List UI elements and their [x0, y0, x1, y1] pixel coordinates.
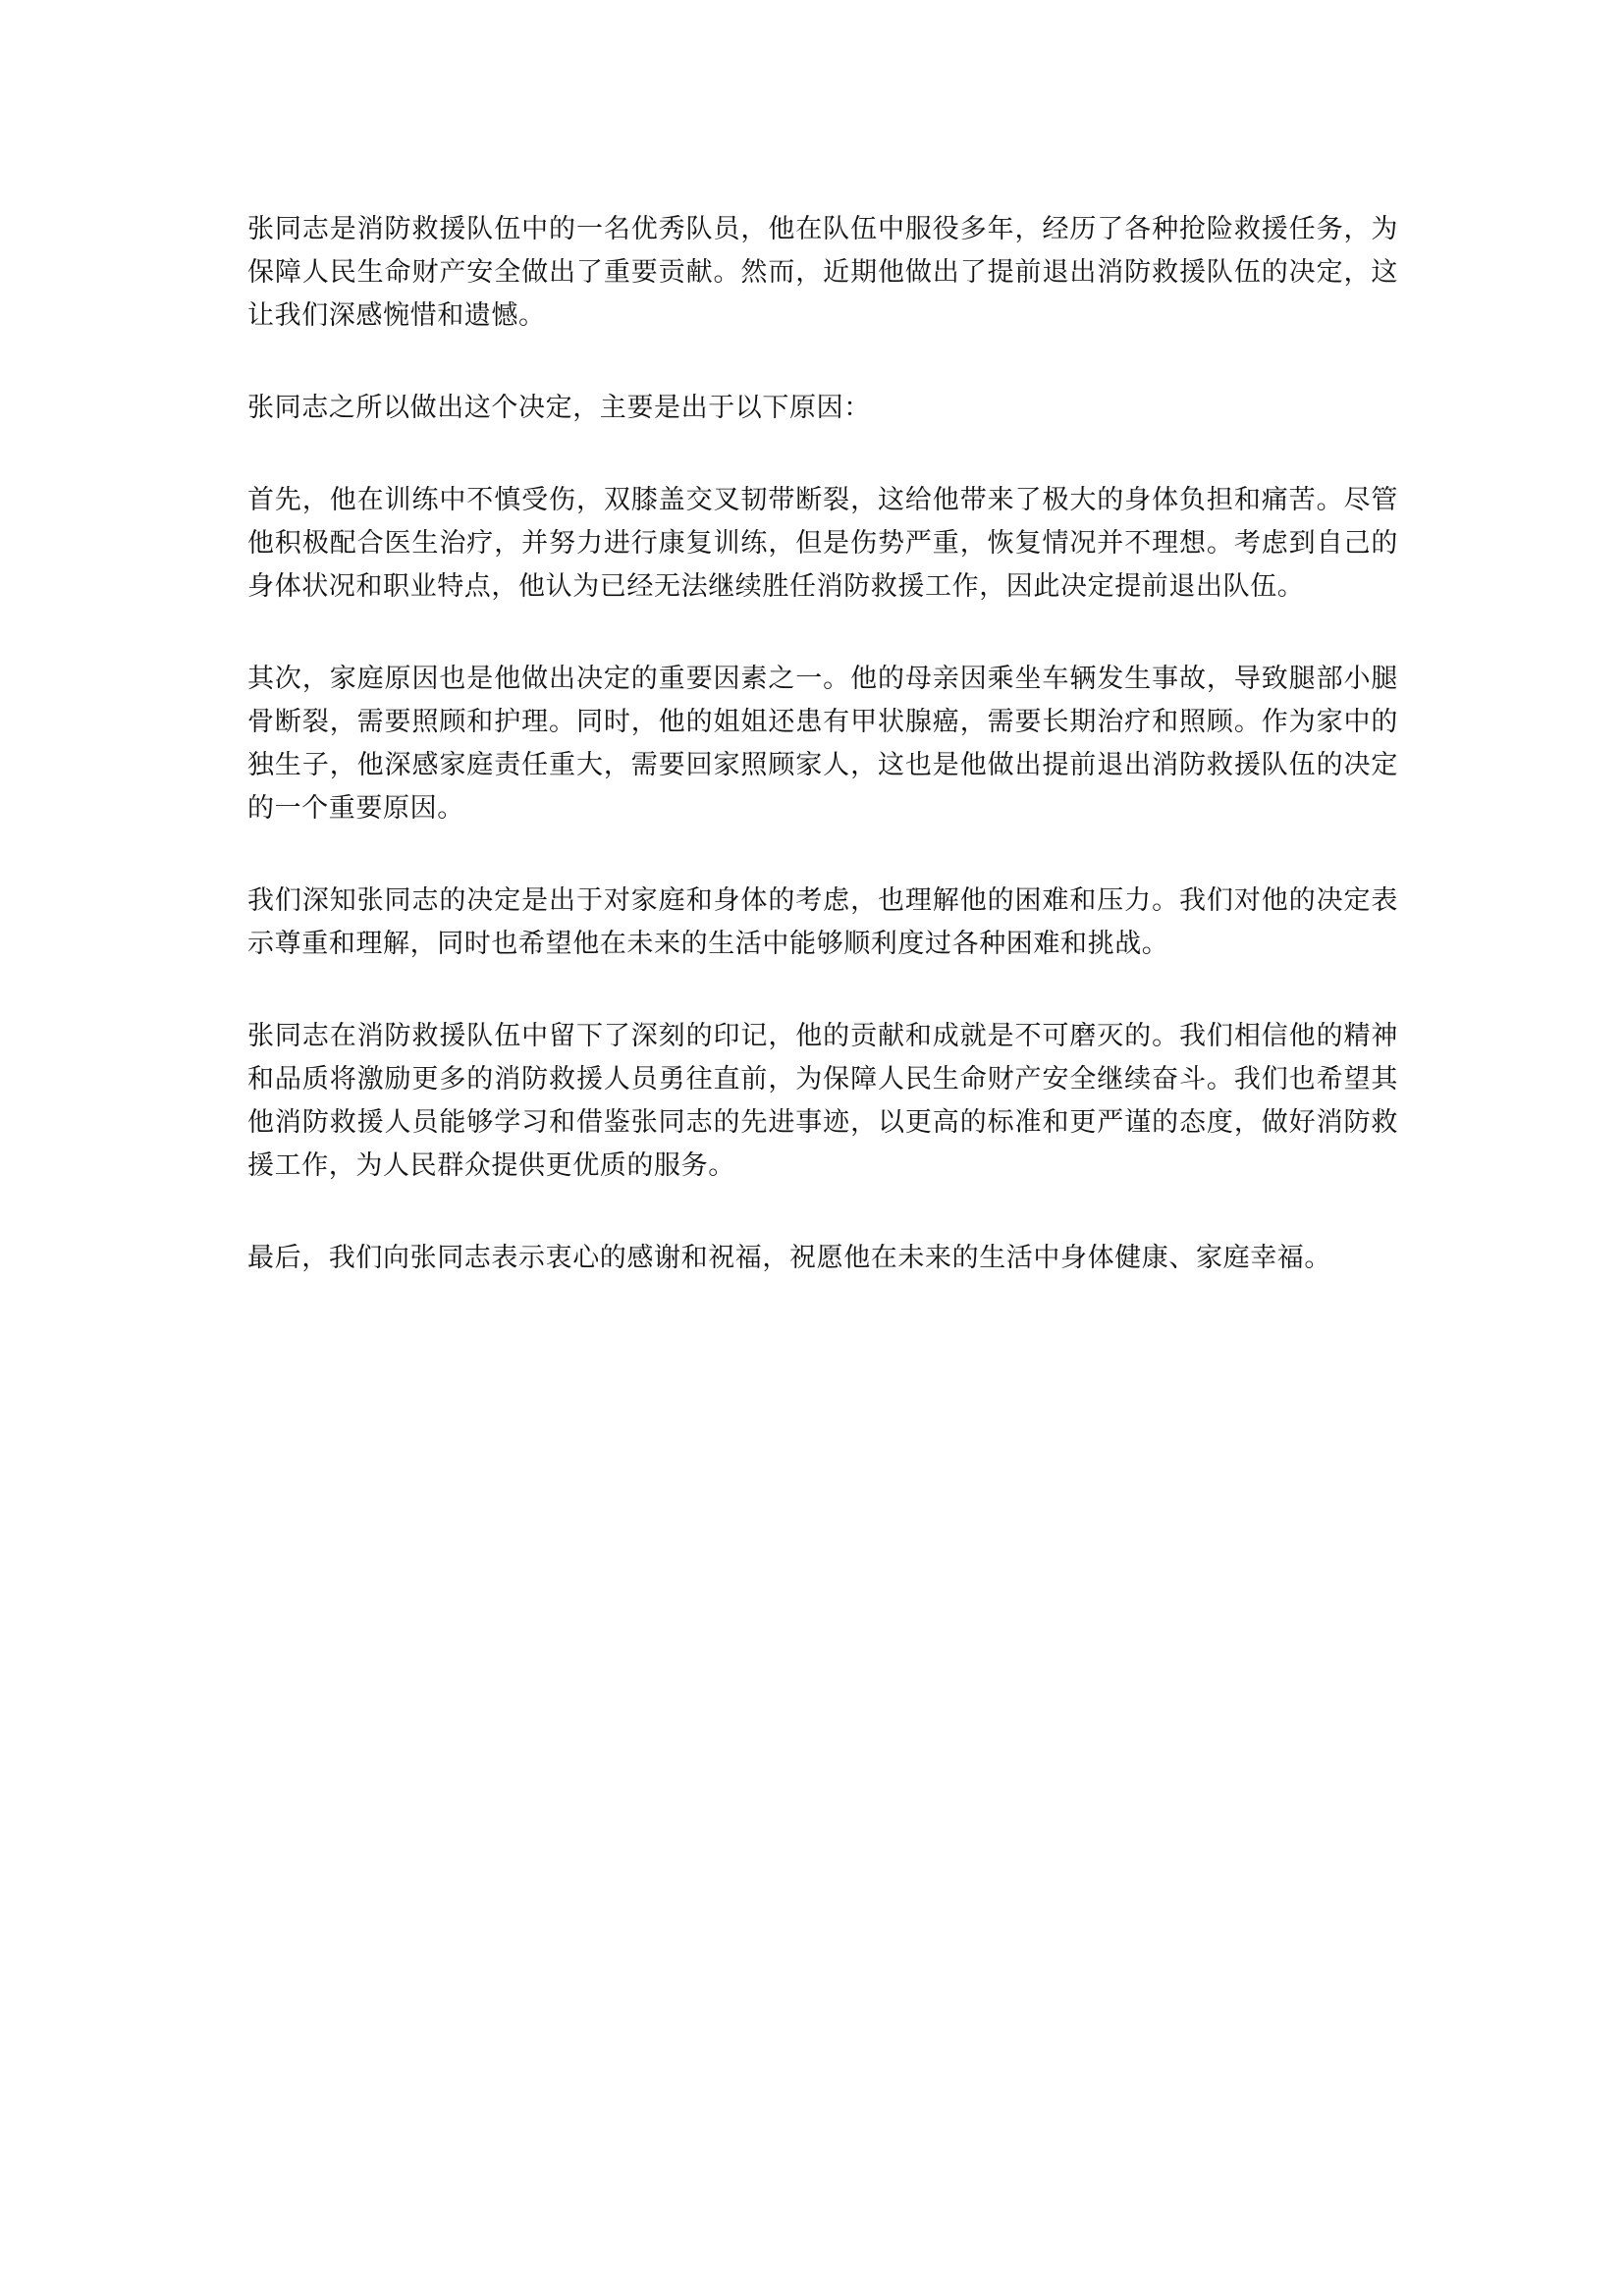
document-body: [247, 208, 1398, 1329]
paragraph-reason-family: 其次，家庭原因也是他做出决定的重要因素之一。他的母亲因乘坐车辆发生事故，导致腿部小腿骨断裂，需要照顾和护理。同时，他的姐姐还患有甲状腺癌，需要长期治疗和照顾。作为家中的独生子，他深感家庭责任重大，需要回家照顾家人，这也是他做出提前退出消防救援队伍的决定的一个重要原因。: [247, 664, 1398, 824]
paragraph-closing: 最后，我们向张同志表示衷心的感谢和祝福，祝愿他在未来的生活中身体健康、家庭幸福。: [247, 1243, 1331, 1273]
paragraph-reason-injury: 首先，他在训练中不慎受伤，双膝盖交叉韧带断裂，这给他带来了极大的身体负担和痛苦。尽管他积极配合医生治疗，并努力进行康复训练，但是伤势严重，恢复情况并不理想。考虑到自己的身体状况和职业特点，他认为已经无法继续胜任消防救援工作，因此决定提前退出队伍。: [247, 485, 1398, 602]
paragraph-intro: 张同志是消防救援队伍中的一名优秀队员，他在队伍中服役多年，经历了各种抢险救援任务，为保障人民生命财产安全做出了重要贡献。然而，近期他做出了提前退出消防救援队伍的决定，这让我们深感惋惜和遗憾。: [247, 214, 1398, 331]
paragraph-understanding: 我们深知张同志的决定是出于对家庭和身体的考虑，也理解他的困难和压力。我们对他的决定表示尊重和理解，同时也希望他在未来的生活中能够顺利度过各种困难和挑战。: [247, 885, 1398, 959]
paragraph-reasons-lead: 张同志之所以做出这个决定，主要是出于以下原因：: [247, 393, 871, 423]
paragraph-legacy: 张同志在消防救援队伍中留下了深刻的印记，他的贡献和成就是不可磨灭的。我们相信他的精神和品质将激励更多的消防救援人员勇往直前，为保障人民生命财产安全继续奋斗。我们也希望其他消防救援人员能够学习和借鉴张同志的先进事迹，以更高的标准和更严谨的态度，做好消防救援工作，为人民群众提供更优质的服务。: [247, 1021, 1398, 1181]
